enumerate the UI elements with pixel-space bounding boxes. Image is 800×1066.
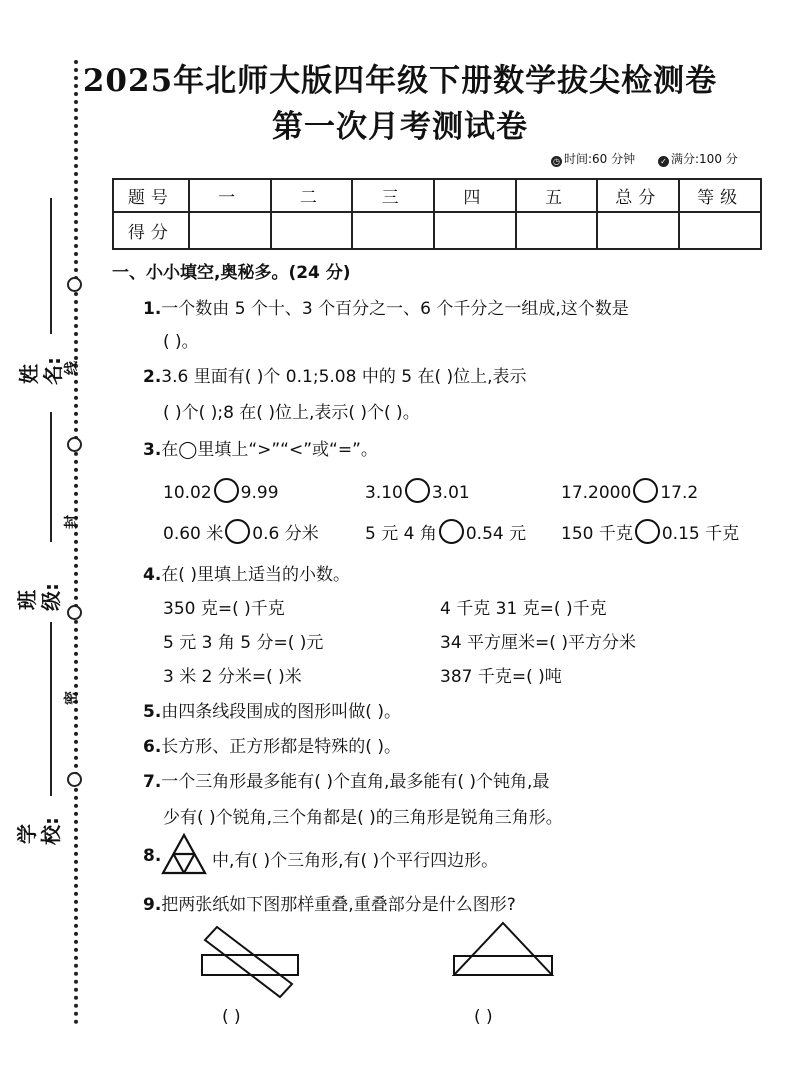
clock-icon: ◷	[551, 156, 562, 167]
table-header-cell: 等级	[679, 179, 761, 212]
class-underline	[50, 412, 52, 542]
class-label: 班级:	[15, 583, 63, 611]
binding-hole-icon	[67, 772, 82, 787]
question-5: 5.由四条线段围成的图形叫做( )。	[143, 702, 401, 722]
compare-item: 10.02 9.99	[163, 478, 279, 503]
time-info: ◷ 时间:60 分钟	[553, 152, 636, 166]
conversion-item: 350 克=( )千克	[163, 599, 285, 619]
compare-circle[interactable]	[635, 519, 660, 544]
school-underline	[50, 622, 52, 796]
table-row	[113, 179, 761, 212]
name-label: 姓名:	[17, 357, 65, 385]
overlap-triangle-figure-icon	[448, 918, 558, 980]
binding-dotted-line	[74, 60, 78, 1025]
question-1-line2: ( )。	[163, 332, 199, 352]
conversion-item: 3 米 2 分米=( )米	[163, 667, 302, 687]
question-7-line2: 少有( )个锐角,三个角都是( )的三角形是锐角三角形。	[163, 808, 563, 828]
binding-hole-icon	[67, 605, 82, 620]
table-header-cell: 一	[189, 179, 271, 212]
question-9: 9.把两张纸如下图那样重叠,重叠部分是什么图形?	[143, 895, 516, 915]
score-cell[interactable]	[434, 212, 516, 249]
question-8-number: 8.	[143, 846, 162, 866]
compare-circle[interactable]	[214, 478, 239, 503]
table-row	[113, 212, 761, 249]
question-1-line1: 1.一个数由 5 个十、3 个百分之一、6 个千分之一组成,这个数是	[143, 299, 629, 319]
name-underline	[50, 198, 52, 334]
table-header-cell: 四	[434, 179, 516, 212]
table-header-cell: 总分	[597, 179, 679, 212]
binding-hole-icon	[67, 277, 82, 292]
answer-blank-right[interactable]: ( )	[474, 1007, 493, 1027]
compare-item: 3.10 3.01	[365, 478, 470, 503]
question-7-line1: 7.一个三角形最多能有( )个直角,最多能有( )个钝角,最	[143, 772, 550, 792]
table-header-cell: 题号	[113, 179, 189, 212]
overlap-rectangles-figure-icon	[195, 922, 305, 1002]
score-cell[interactable]	[597, 212, 679, 249]
seal-char: 密	[64, 691, 80, 705]
table-header-cell: 二	[271, 179, 353, 212]
compare-item: 0.60 米 0.6 分米	[163, 519, 319, 544]
triangle-figure-icon	[160, 832, 208, 876]
score-cell[interactable]	[352, 212, 434, 249]
compare-circle[interactable]	[225, 519, 250, 544]
seal-char: 封	[64, 515, 80, 529]
compare-item: 150 千克 0.15 千克	[561, 519, 739, 544]
conversion-item: 5 元 3 角 5 分=( )元	[163, 633, 324, 653]
conversion-item: 387 千克=( )吨	[440, 667, 562, 687]
page-title: 2025年北师大版四年级下册数学拔尖检测卷	[82, 63, 718, 99]
compare-item: 17.2000 17.2	[561, 478, 698, 503]
score-cell[interactable]	[516, 212, 598, 249]
compare-circle[interactable]	[405, 478, 430, 503]
conversion-item: 34 平方厘米=( )平方分米	[440, 633, 636, 653]
table-row-label: 得分	[113, 212, 189, 249]
question-8-text: 中,有( )个三角形,有( )个平行四边形。	[212, 851, 499, 871]
score-info: ✓ 满分:100 分	[658, 150, 738, 167]
page-subtitle: 第一次月考测试卷	[272, 109, 528, 145]
score-table	[112, 178, 762, 250]
school-label: 学校:	[15, 817, 63, 845]
question-2-line2: ( )个( );8 在( )位上,表示( )个( )。	[163, 403, 420, 423]
question-2-line1: 2.3.6 里面有( )个 0.1;5.08 中的 5 在( )位上,表示	[143, 367, 527, 387]
question-4-stem: 4.在( )里填上适当的小数。	[143, 565, 350, 585]
score-cell[interactable]	[271, 212, 353, 249]
table-header-cell: 五	[516, 179, 598, 212]
compare-item: 5 元 4 角 0.54 元	[365, 519, 526, 544]
check-icon: ✓	[658, 156, 669, 167]
section-heading: 一、小小填空,奥秘多。(24 分)	[112, 263, 351, 283]
score-cell[interactable]	[189, 212, 271, 249]
question-6: 6.长方形、正方形都是特殊的( )。	[143, 737, 401, 757]
table-header-cell: 三	[352, 179, 434, 212]
compare-circle[interactable]	[633, 478, 658, 503]
binding-hole-icon	[67, 437, 82, 452]
seal-char: 线	[64, 361, 80, 375]
score-cell[interactable]	[679, 212, 761, 249]
compare-circle[interactable]	[439, 519, 464, 544]
question-3-stem: 3.在◯里填上“>”“<”或“=”。	[143, 440, 378, 460]
answer-blank-left[interactable]: ( )	[222, 1007, 241, 1027]
conversion-item: 4 千克 31 克=( )千克	[440, 599, 607, 619]
